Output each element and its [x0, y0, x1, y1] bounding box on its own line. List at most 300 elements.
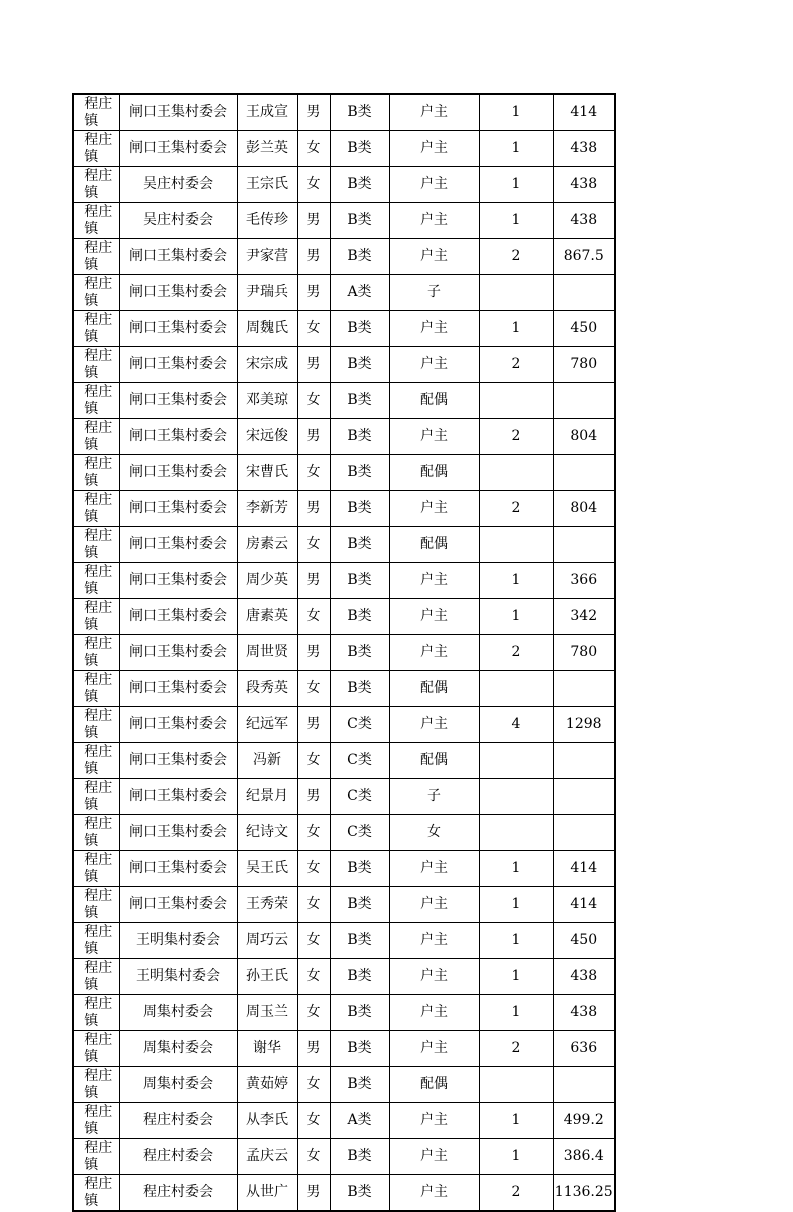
table-row: [73, 491, 615, 527]
relation-cell: 配偶: [389, 383, 479, 419]
village-cell: 闸口王集村委会: [119, 671, 237, 707]
town-label: 程庄镇: [84, 960, 113, 993]
town-label: 程庄镇: [84, 420, 113, 453]
household-count-cell: [479, 455, 553, 491]
household-count-cell: 2: [479, 419, 553, 455]
name-cell: 周巧云: [237, 923, 297, 959]
household-count-cell: 1: [479, 923, 553, 959]
name-cell: 从世广: [237, 1175, 297, 1212]
records-table: [72, 93, 616, 1212]
town-cell: [73, 167, 119, 203]
name-cell: 宋远俊: [237, 419, 297, 455]
village-cell: 闸口王集村委会: [119, 419, 237, 455]
village-cell: 程庄村委会: [119, 1139, 237, 1175]
town-cell: [73, 995, 119, 1031]
household-count-cell: 2: [479, 239, 553, 275]
amount-cell: 499.2: [553, 1103, 615, 1139]
town-label: 程庄镇: [84, 1104, 113, 1137]
sex-cell: 男: [297, 275, 330, 311]
name-cell: 冯新: [237, 743, 297, 779]
category-cell: B类: [330, 239, 389, 275]
relation-cell: 户主: [389, 887, 479, 923]
town-label: 程庄镇: [84, 1176, 113, 1209]
amount-cell: [553, 455, 615, 491]
town-label: 程庄镇: [84, 672, 113, 705]
sex-cell: 女: [297, 851, 330, 887]
name-cell: 邓美琼: [237, 383, 297, 419]
sex-cell: 女: [297, 1139, 330, 1175]
table-row: [73, 1067, 615, 1103]
town-cell: [73, 203, 119, 239]
name-cell: 从李氏: [237, 1103, 297, 1139]
town-cell: [73, 959, 119, 995]
amount-cell: 804: [553, 419, 615, 455]
category-cell: B类: [330, 1067, 389, 1103]
town-label: 程庄镇: [84, 492, 113, 525]
town-cell: [73, 455, 119, 491]
category-cell: B类: [330, 94, 389, 131]
household-count-cell: 1: [479, 959, 553, 995]
amount-cell: 438: [553, 131, 615, 167]
village-cell: 闸口王集村委会: [119, 851, 237, 887]
relation-cell: 户主: [389, 707, 479, 743]
town-cell: [73, 419, 119, 455]
household-count-cell: 1: [479, 167, 553, 203]
household-count-cell: 2: [479, 1175, 553, 1212]
name-cell: 王宗氏: [237, 167, 297, 203]
village-cell: 闸口王集村委会: [119, 779, 237, 815]
household-count-cell: 1: [479, 887, 553, 923]
town-cell: [73, 491, 119, 527]
table-row: [73, 887, 615, 923]
town-label: 程庄镇: [84, 708, 113, 741]
town-label: 程庄镇: [84, 996, 113, 1029]
household-count-cell: 1: [479, 1103, 553, 1139]
village-cell: 王明集村委会: [119, 959, 237, 995]
town-label: 程庄镇: [84, 744, 113, 777]
name-cell: 孟庆云: [237, 1139, 297, 1175]
name-cell: 李新芳: [237, 491, 297, 527]
name-cell: 宋宗成: [237, 347, 297, 383]
relation-cell: 户主: [389, 94, 479, 131]
amount-cell: [553, 779, 615, 815]
town-label: 程庄镇: [84, 636, 113, 669]
table-row: [73, 131, 615, 167]
sex-cell: 男: [297, 491, 330, 527]
town-label: 程庄镇: [84, 456, 113, 489]
category-cell: B类: [330, 311, 389, 347]
category-cell: B类: [330, 851, 389, 887]
sex-cell: 女: [297, 671, 330, 707]
table-row: [73, 383, 615, 419]
category-cell: B类: [330, 923, 389, 959]
town-cell: [73, 1067, 119, 1103]
town-cell: [73, 1031, 119, 1067]
table-row: [73, 167, 615, 203]
village-cell: 闸口王集村委会: [119, 94, 237, 131]
village-cell: 闸口王集村委会: [119, 599, 237, 635]
amount-cell: [553, 275, 615, 311]
town-label: 程庄镇: [84, 384, 113, 417]
village-cell: 程庄村委会: [119, 1175, 237, 1212]
sex-cell: 女: [297, 959, 330, 995]
sex-cell: 女: [297, 527, 330, 563]
amount-cell: 414: [553, 851, 615, 887]
category-cell: B类: [330, 1175, 389, 1212]
sex-cell: 男: [297, 419, 330, 455]
relation-cell: 配偶: [389, 1067, 479, 1103]
category-cell: B类: [330, 527, 389, 563]
town-cell: [73, 347, 119, 383]
name-cell: 王秀荣: [237, 887, 297, 923]
village-cell: 闸口王集村委会: [119, 455, 237, 491]
table-row: [73, 851, 615, 887]
sex-cell: 男: [297, 1031, 330, 1067]
amount-cell: 438: [553, 167, 615, 203]
table-row: [73, 563, 615, 599]
town-cell: [73, 239, 119, 275]
relation-cell: 户主: [389, 563, 479, 599]
household-count-cell: 1: [479, 851, 553, 887]
name-cell: 尹家营: [237, 239, 297, 275]
table-row: [73, 275, 615, 311]
household-count-cell: 1: [479, 563, 553, 599]
relation-cell: 户主: [389, 923, 479, 959]
category-cell: B类: [330, 887, 389, 923]
category-cell: B类: [330, 491, 389, 527]
table-row: [73, 1139, 615, 1175]
town-label: 程庄镇: [84, 1140, 113, 1173]
town-label: 程庄镇: [84, 348, 113, 381]
table-row: [73, 743, 615, 779]
amount-cell: [553, 815, 615, 851]
household-count-cell: [479, 527, 553, 563]
town-label: 程庄镇: [84, 168, 113, 201]
name-cell: 尹瑞兵: [237, 275, 297, 311]
category-cell: B类: [330, 1139, 389, 1175]
amount-cell: 450: [553, 923, 615, 959]
village-cell: 闸口王集村委会: [119, 815, 237, 851]
household-count-cell: [479, 1067, 553, 1103]
table-row: [73, 527, 615, 563]
household-count-cell: [479, 383, 553, 419]
category-cell: B类: [330, 455, 389, 491]
category-cell: C类: [330, 743, 389, 779]
sex-cell: 男: [297, 347, 330, 383]
household-count-cell: [479, 275, 553, 311]
amount-cell: 804: [553, 491, 615, 527]
category-cell: C类: [330, 779, 389, 815]
amount-cell: 1298: [553, 707, 615, 743]
household-count-cell: 2: [479, 635, 553, 671]
table-body: [73, 94, 615, 1211]
category-cell: B类: [330, 203, 389, 239]
household-count-cell: [479, 779, 553, 815]
household-count-cell: 1: [479, 995, 553, 1031]
name-cell: 房素云: [237, 527, 297, 563]
name-cell: 纪景月: [237, 779, 297, 815]
town-label: 程庄镇: [84, 1068, 113, 1101]
village-cell: 周集村委会: [119, 995, 237, 1031]
sex-cell: 女: [297, 167, 330, 203]
town-cell: [73, 671, 119, 707]
table-row: [73, 599, 615, 635]
household-count-cell: 2: [479, 347, 553, 383]
relation-cell: 配偶: [389, 671, 479, 707]
town-label: 程庄镇: [84, 240, 113, 273]
household-count-cell: 1: [479, 1139, 553, 1175]
town-cell: [73, 1139, 119, 1175]
village-cell: 闸口王集村委会: [119, 275, 237, 311]
village-cell: 周集村委会: [119, 1031, 237, 1067]
sex-cell: 男: [297, 779, 330, 815]
amount-cell: 366: [553, 563, 615, 599]
table-row: [73, 671, 615, 707]
sex-cell: 女: [297, 815, 330, 851]
amount-cell: [553, 527, 615, 563]
relation-cell: 户主: [389, 599, 479, 635]
name-cell: 唐素英: [237, 599, 297, 635]
category-cell: B类: [330, 383, 389, 419]
amount-cell: 438: [553, 959, 615, 995]
amount-cell: 414: [553, 887, 615, 923]
category-cell: C类: [330, 707, 389, 743]
amount-cell: [553, 671, 615, 707]
town-cell: [73, 851, 119, 887]
name-cell: 周魏氏: [237, 311, 297, 347]
relation-cell: 户主: [389, 995, 479, 1031]
table-row: [73, 203, 615, 239]
household-count-cell: 1: [479, 94, 553, 131]
relation-cell: 户主: [389, 635, 479, 671]
village-cell: 周集村委会: [119, 1067, 237, 1103]
amount-cell: 438: [553, 203, 615, 239]
village-cell: 闸口王集村委会: [119, 491, 237, 527]
village-cell: 吴庄村委会: [119, 203, 237, 239]
town-label: 程庄镇: [84, 816, 113, 849]
village-cell: 闸口王集村委会: [119, 527, 237, 563]
town-cell: [73, 94, 119, 131]
relation-cell: 户主: [389, 1031, 479, 1067]
table-row: [73, 779, 615, 815]
household-count-cell: [479, 671, 553, 707]
amount-cell: 780: [553, 635, 615, 671]
town-label: 程庄镇: [84, 600, 113, 633]
relation-cell: 户主: [389, 419, 479, 455]
sex-cell: 女: [297, 1067, 330, 1103]
village-cell: 闸口王集村委会: [119, 887, 237, 923]
town-cell: [73, 311, 119, 347]
town-cell: [73, 707, 119, 743]
amount-cell: 342: [553, 599, 615, 635]
village-cell: 王明集村委会: [119, 923, 237, 959]
village-cell: 闸口王集村委会: [119, 131, 237, 167]
town-label: 程庄镇: [84, 96, 113, 129]
table-row: [73, 419, 615, 455]
relation-cell: 户主: [389, 239, 479, 275]
amount-cell: 780: [553, 347, 615, 383]
amount-cell: 1136.25: [553, 1175, 615, 1212]
amount-cell: 636: [553, 1031, 615, 1067]
name-cell: 段秀英: [237, 671, 297, 707]
amount-cell: 867.5: [553, 239, 615, 275]
category-cell: B类: [330, 671, 389, 707]
relation-cell: 户主: [389, 959, 479, 995]
relation-cell: 户主: [389, 311, 479, 347]
town-cell: [73, 779, 119, 815]
table-row: [73, 995, 615, 1031]
town-label: 程庄镇: [84, 204, 113, 237]
village-cell: 闸口王集村委会: [119, 563, 237, 599]
village-cell: 闸口王集村委会: [119, 635, 237, 671]
town-cell: [73, 275, 119, 311]
category-cell: A类: [330, 275, 389, 311]
town-cell: [73, 923, 119, 959]
town-label: 程庄镇: [84, 1032, 113, 1065]
name-cell: 王成宣: [237, 94, 297, 131]
amount-cell: [553, 383, 615, 419]
sex-cell: 女: [297, 887, 330, 923]
sex-cell: 男: [297, 239, 330, 275]
table-row: [73, 1031, 615, 1067]
relation-cell: 户主: [389, 131, 479, 167]
sex-cell: 女: [297, 923, 330, 959]
town-label: 程庄镇: [84, 888, 113, 921]
category-cell: B类: [330, 347, 389, 383]
town-label: 程庄镇: [84, 564, 113, 597]
relation-cell: 女: [389, 815, 479, 851]
table-row: [73, 347, 615, 383]
name-cell: 孙王氏: [237, 959, 297, 995]
village-cell: 闸口王集村委会: [119, 347, 237, 383]
village-cell: 程庄村委会: [119, 1103, 237, 1139]
amount-cell: 450: [553, 311, 615, 347]
village-cell: 闸口王集村委会: [119, 707, 237, 743]
town-label: 程庄镇: [84, 132, 113, 165]
table-row: [73, 635, 615, 671]
town-label: 程庄镇: [84, 528, 113, 561]
sex-cell: 男: [297, 1175, 330, 1212]
category-cell: B类: [330, 599, 389, 635]
amount-cell: [553, 1067, 615, 1103]
name-cell: 彭兰英: [237, 131, 297, 167]
category-cell: B类: [330, 1031, 389, 1067]
relation-cell: 配偶: [389, 455, 479, 491]
household-count-cell: 2: [479, 491, 553, 527]
category-cell: B类: [330, 995, 389, 1031]
category-cell: B类: [330, 419, 389, 455]
table-row: [73, 959, 615, 995]
village-cell: 闸口王集村委会: [119, 383, 237, 419]
amount-cell: 438: [553, 995, 615, 1031]
sex-cell: 女: [297, 311, 330, 347]
relation-cell: 子: [389, 275, 479, 311]
table-row: [73, 94, 615, 131]
town-cell: [73, 1175, 119, 1212]
category-cell: C类: [330, 815, 389, 851]
town-label: 程庄镇: [84, 924, 113, 957]
relation-cell: 户主: [389, 347, 479, 383]
sex-cell: 男: [297, 635, 330, 671]
household-count-cell: [479, 743, 553, 779]
town-cell: [73, 815, 119, 851]
relation-cell: 配偶: [389, 743, 479, 779]
table-row: [73, 815, 615, 851]
table-row: [73, 707, 615, 743]
town-cell: [73, 743, 119, 779]
table-row: [73, 455, 615, 491]
name-cell: 毛传珍: [237, 203, 297, 239]
amount-cell: 414: [553, 94, 615, 131]
name-cell: 纪远军: [237, 707, 297, 743]
relation-cell: 配偶: [389, 527, 479, 563]
category-cell: B类: [330, 131, 389, 167]
household-count-cell: 1: [479, 599, 553, 635]
town-label: 程庄镇: [84, 276, 113, 309]
table-row: [73, 1175, 615, 1212]
sex-cell: 女: [297, 455, 330, 491]
village-cell: 吴庄村委会: [119, 167, 237, 203]
name-cell: 吴王氏: [237, 851, 297, 887]
town-cell: [73, 131, 119, 167]
name-cell: 周少英: [237, 563, 297, 599]
household-count-cell: 1: [479, 311, 553, 347]
name-cell: 宋曹氏: [237, 455, 297, 491]
town-label: 程庄镇: [84, 312, 113, 345]
category-cell: A类: [330, 1103, 389, 1139]
household-count-cell: [479, 815, 553, 851]
household-count-cell: 1: [479, 203, 553, 239]
name-cell: 谢华: [237, 1031, 297, 1067]
category-cell: B类: [330, 635, 389, 671]
table-row: [73, 1103, 615, 1139]
household-count-cell: 2: [479, 1031, 553, 1067]
town-cell: [73, 383, 119, 419]
sex-cell: 男: [297, 94, 330, 131]
town-cell: [73, 527, 119, 563]
sex-cell: 女: [297, 599, 330, 635]
town-cell: [73, 599, 119, 635]
village-cell: 闸口王集村委会: [119, 311, 237, 347]
household-count-cell: 1: [479, 131, 553, 167]
category-cell: B类: [330, 167, 389, 203]
sex-cell: 女: [297, 995, 330, 1031]
relation-cell: 户主: [389, 203, 479, 239]
sex-cell: 女: [297, 383, 330, 419]
amount-cell: 386.4: [553, 1139, 615, 1175]
sex-cell: 男: [297, 707, 330, 743]
town-cell: [73, 635, 119, 671]
relation-cell: 子: [389, 779, 479, 815]
town-label: 程庄镇: [84, 780, 113, 813]
category-cell: B类: [330, 563, 389, 599]
town-cell: [73, 563, 119, 599]
sex-cell: 女: [297, 1103, 330, 1139]
name-cell: 纪诗文: [237, 815, 297, 851]
table-row: [73, 239, 615, 275]
household-count-cell: 4: [479, 707, 553, 743]
relation-cell: 户主: [389, 851, 479, 887]
name-cell: 黄茹婷: [237, 1067, 297, 1103]
category-cell: B类: [330, 959, 389, 995]
relation-cell: 户主: [389, 1175, 479, 1212]
town-cell: [73, 1103, 119, 1139]
name-cell: 周世贤: [237, 635, 297, 671]
town-cell: [73, 887, 119, 923]
village-cell: 闸口王集村委会: [119, 239, 237, 275]
sex-cell: 男: [297, 203, 330, 239]
sex-cell: 女: [297, 743, 330, 779]
